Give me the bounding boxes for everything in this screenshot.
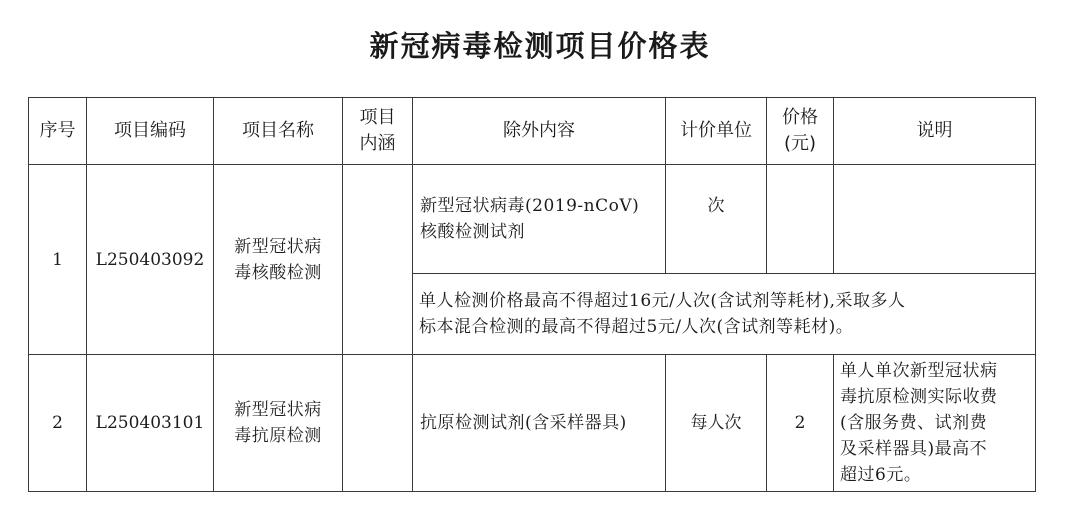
header-excluded: 除外内容 [413, 98, 666, 165]
price-table [28, 97, 1036, 492]
row1-scope [343, 165, 413, 355]
row1-name-line-2: 毒核酸检测 [234, 262, 322, 283]
row2-note-line-3: (含服务费、试剂费 [840, 413, 988, 433]
row2-unit: 每人次 [666, 355, 767, 492]
row2-seq: 2 [29, 355, 87, 492]
table-header-row [29, 98, 1036, 165]
row2-scope [343, 355, 413, 492]
row2-name-line-2: 毒抗原检测 [234, 426, 322, 446]
table-row [29, 355, 1036, 492]
header-code: 项目编码 [87, 98, 214, 165]
row2-note [834, 355, 1036, 492]
row1-excluded-line-1: 新型冠状病毒(2019-nCoV) [420, 196, 640, 216]
row1-merged-note-line-2: 标本混合检测的最高不得超过5元/人次(含试剂等耗材)。 [419, 317, 854, 337]
row2-note-line-4: 及采样器具)最高不 [840, 439, 988, 459]
row2-excluded: 抗原检测试剂(含采样器具) [413, 355, 666, 492]
header-price-line-2: (元) [783, 133, 817, 154]
row1-note [834, 165, 1036, 274]
row1-unit: 次 [666, 165, 767, 274]
header-scope-line-2: 内涵 [359, 133, 396, 154]
row1-code: L250403092 [87, 165, 214, 355]
row2-note-line-5: 超过6元。 [840, 465, 922, 485]
header-scope-line-1: 项目 [359, 107, 396, 128]
row1-price [767, 165, 834, 274]
row1-seq: 1 [29, 165, 87, 355]
table-row [29, 165, 1036, 274]
row2-code: L250403101 [87, 355, 214, 492]
row1-merged-note [413, 274, 1036, 355]
row2-note-line-1: 单人单次新型冠状病 [840, 361, 998, 381]
header-seq: 序号 [29, 98, 87, 165]
row2-note-line-2: 毒抗原检测实际收费 [840, 387, 998, 407]
header-note: 说明 [834, 98, 1036, 165]
header-unit: 计价单位 [666, 98, 767, 165]
row2-name [214, 355, 343, 492]
row1-name [214, 165, 343, 355]
header-name: 项目名称 [214, 98, 343, 165]
row1-merged-note-line-1: 单人检测价格最高不得超过16元/人次(含试剂等耗材),采取多人 [419, 291, 906, 311]
row2-price: 2 [767, 355, 834, 492]
row2-name-line-1: 新型冠状病 [234, 400, 322, 420]
header-price [767, 98, 834, 165]
row1-name-line-1: 新型冠状病 [234, 236, 322, 257]
row1-excluded-line-2: 核酸检测试剂 [420, 222, 525, 242]
row1-excluded [413, 165, 666, 274]
page-title: 新冠病毒检测项目价格表 [369, 29, 711, 63]
header-price-line-1: 价格 [782, 107, 818, 128]
header-scope [343, 98, 413, 165]
